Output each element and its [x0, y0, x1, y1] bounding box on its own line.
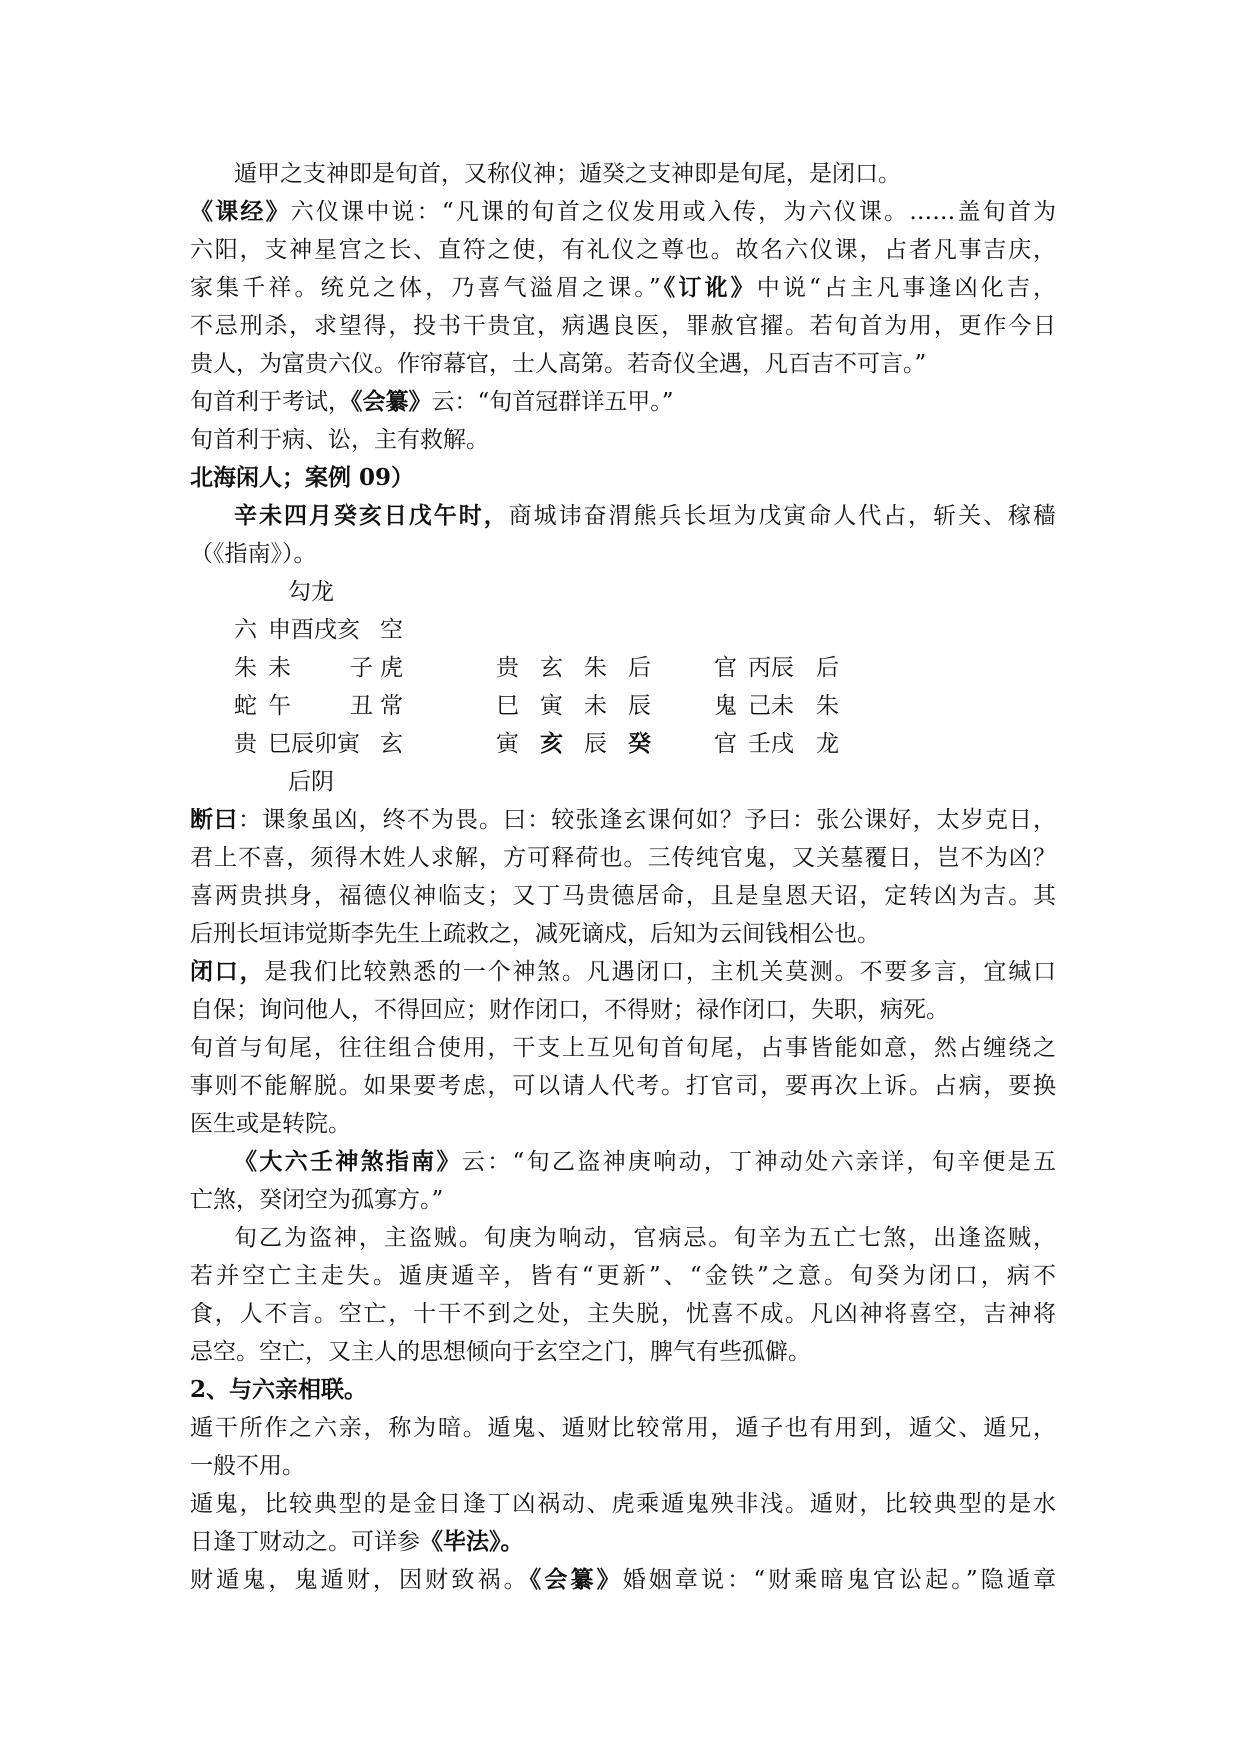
- transmission-cell: 龙: [816, 731, 839, 757]
- text-line-17: 自保；询问他人，不得回应；财作闭口，不得财；禄作闭口，失职，病死。: [190, 997, 949, 1023]
- plate-cell: 虎: [380, 655, 403, 681]
- text-line-22: 亡煞，癸闭空为孤寡方。”: [190, 1187, 444, 1213]
- text-line-31: 日逢丁财动之。可详参《毕法》。: [190, 1528, 524, 1555]
- lesson-cell: 癸: [628, 730, 651, 757]
- case-heading: 北海闲人；案例 09）: [190, 464, 415, 491]
- plate-cell: 玄: [380, 731, 403, 757]
- text-line-11: （《指南》）。: [190, 541, 317, 567]
- text-line-32: 财遁鬼，鬼遁财，因财致祸。《会纂》婚姻章说：“财乘暗鬼官讼起。”隐遁章: [190, 1566, 1057, 1593]
- text-line-30: 遁鬼，比较典型的是金日逢丁凶祸动、虎乘遁鬼殃非浅。遁财，比较典型的是水: [190, 1491, 1056, 1517]
- plate-cell: 空: [380, 617, 403, 643]
- text-line-20: 医生或是转院。: [190, 1111, 351, 1137]
- text-line-19: 事则不能解脱。如果要考虑，可以请人代考。打官司，要再次上诉。占病，要换: [190, 1073, 1056, 1099]
- text-line-8: 旬首利于病、讼，主有救解。: [190, 427, 489, 453]
- text-line-6: 贵人，为富贵六仪。作帘幕官，士人高第。若奇仪全遇，凡百吉不可言。”: [190, 351, 927, 377]
- text-line-25: 食，人不言。空亡，十干不到之处，主失脱，忧喜不成。凡凶神将喜空，吉神将: [190, 1301, 1056, 1327]
- plate-cell: 午: [268, 693, 291, 719]
- transmission-cell: 朱: [816, 693, 839, 719]
- lesson-cell: 玄: [540, 655, 563, 681]
- transmission-cell: 己未: [748, 693, 794, 719]
- text-line-28: 遁干所作之六亲，称为暗。遁鬼、遁财比较常用，遁子也有用到，遁父、遁兄，: [190, 1415, 1056, 1441]
- plate-cell: 子: [350, 655, 373, 681]
- text-line-13: 君上不喜，须得木姓人求解，方可释荷也。三传纯官鬼，又关墓覆日，岂不为凶？: [190, 845, 1056, 871]
- transmission-cell: 后: [816, 655, 839, 681]
- plate-cell: 丑: [350, 693, 373, 719]
- lesson-cell: 朱: [584, 655, 607, 681]
- plate-cell: 贵: [234, 731, 257, 757]
- text-line-3: 六阳，支神星宫之长、直符之使，有礼仪之尊也。故名六仪课，占者凡事吉庆，: [190, 237, 1056, 263]
- lesson-cell: 后: [628, 655, 651, 681]
- lesson-cell: 寅: [496, 731, 519, 757]
- lesson-cell: 寅: [540, 693, 563, 719]
- text-line-24: 若并空亡主走失。遁庚遁辛，皆有“更新”、“金铁”之意。旬癸为闭口，病不: [190, 1263, 1056, 1289]
- lesson-cell: 辰: [628, 693, 651, 719]
- plate-cell: 蛇: [234, 693, 257, 719]
- text-line-7: 旬首利于考试，《会纂》云：“旬首冠群详五甲。”: [190, 388, 674, 415]
- transmission-cell: 鬼: [714, 693, 737, 719]
- plate-cell: 六: [234, 617, 257, 643]
- plate-cell: 申酉戌亥: [268, 617, 360, 643]
- text-line-29: 一般不用。: [190, 1453, 305, 1479]
- section-heading: 2、与六亲相联。: [190, 1376, 368, 1403]
- plate-top-label: 勾龙: [288, 579, 334, 605]
- plate-bottom-label: 后阴: [288, 769, 334, 795]
- text-line-10: 辛未四月癸亥日戊午时，商城讳奋渭熊兵长垣为戊寅命人代占，斩关、稼穑: [234, 502, 1056, 529]
- text-line-1: 遁甲之支神即是旬首，又称仪神；遁癸之支神即是旬尾，是闭口。: [234, 161, 901, 187]
- text-line-16: 闭口，是我们比较熟悉的一个神煞。凡遇闭口，主机关莫测。不要多言，宜缄口: [190, 958, 1057, 985]
- transmission-cell: 壬戌: [748, 731, 794, 757]
- lesson-cell: 亥: [540, 730, 563, 757]
- text-line-2: 《课经》六仪课中说：“凡课的旬首之仪发用或入传，为六仪课。……盖旬首为: [190, 198, 1057, 225]
- transmission-cell: 丙辰: [748, 655, 794, 681]
- plate-cell: 未: [268, 655, 291, 681]
- text-line-5: 不忌刑杀，求望得，投书干贵宜，病遇良医，罪赦官擢。若旬首为用，更作今日: [190, 313, 1056, 339]
- plate-cell: 常: [380, 693, 403, 719]
- lesson-cell: 辰: [584, 731, 607, 757]
- text-line-18: 旬首与旬尾，往往组合使用，干支上互见旬首旬尾，占事皆能如意，然占缠绕之: [190, 1035, 1056, 1061]
- text-line-23: 旬乙为盗神，主盗贼。旬庚为响动，官病忌。旬辛为五亡七煞，出逢盗贼，: [234, 1225, 1056, 1251]
- lesson-cell: 未: [584, 693, 607, 719]
- transmission-cell: 官: [714, 731, 737, 757]
- text-line-12: 断曰：课象虽凶，终不为畏。曰：较张逢玄课何如？予曰：张公课好，太岁克日，: [190, 806, 1057, 833]
- text-line-14: 喜两贵拱身，福德仪神临支；又丁马贵德居命，且是皇恩天诏，定转凶为吉。其: [190, 883, 1056, 909]
- plate-cell: 朱: [234, 655, 257, 681]
- transmission-cell: 官: [714, 655, 737, 681]
- text-line-4: 家集千祥。统兑之体，乃喜气溢眉之课。”《订讹》中说“占主凡事逢凶化吉，: [190, 274, 1057, 301]
- text-line-21: 《大六壬神煞指南》云：“旬乙盗神庚响动，丁神动处六亲详，旬辛便是五: [234, 1148, 1057, 1175]
- text-line-15: 后刑长垣讳觉斯李先生上疏救之，减死谪戍，后知为云间钱相公也。: [190, 921, 880, 947]
- text-line-26: 忌空。空亡，又主人的思想倾向于玄空之门，脾气有些孤僻。: [190, 1339, 811, 1365]
- lesson-cell: 贵: [496, 655, 519, 681]
- lesson-cell: 巳: [496, 693, 519, 719]
- plate-cell: 巳辰卯寅: [268, 731, 360, 757]
